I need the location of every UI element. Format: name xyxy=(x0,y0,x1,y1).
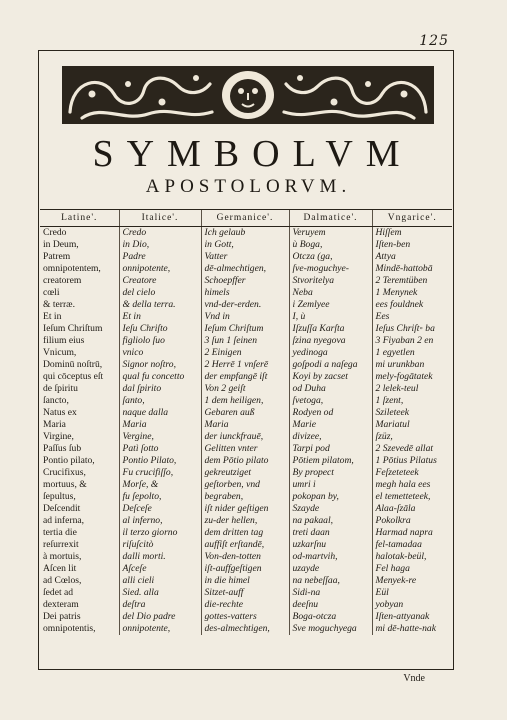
cell-latin: ad Cœlos, xyxy=(43,575,82,586)
cell-latin: Patrem xyxy=(43,251,71,262)
cell-german: gottes-vatters xyxy=(201,611,289,623)
mask-face-icon xyxy=(222,71,274,119)
cell-hungarian: 2 Teremtüben xyxy=(372,275,452,287)
cell-hungarian: Szileteek xyxy=(372,407,452,419)
cell-italian: il terzo giorno xyxy=(119,527,201,539)
cell-italian: Padre xyxy=(119,251,201,263)
cell-dalmatian: Otcza (ga, xyxy=(289,251,372,263)
table-row xyxy=(40,467,452,479)
cell-italian: dalli morti. xyxy=(119,551,201,563)
cell-german: gekreutziget xyxy=(201,467,289,479)
table-row xyxy=(40,443,452,455)
cell-hungarian: yobyan xyxy=(372,599,452,611)
table-row xyxy=(40,491,452,503)
cell-latin: Virgine, xyxy=(43,431,74,442)
cell-italian: Fu crucifiſſo, xyxy=(119,467,201,479)
table-row xyxy=(40,407,452,419)
table-row xyxy=(40,359,452,371)
cell-dalmatian: Marie xyxy=(289,419,372,431)
cell-hungarian: Attya xyxy=(372,251,452,263)
cell-german: iſt-auffgeſtigen xyxy=(201,563,289,575)
cell-italian: Creatore xyxy=(119,275,201,287)
cell-german: 2 Herrē 1 vnſerē xyxy=(201,359,289,371)
cell-dalmatian: Sidi-na xyxy=(289,587,372,599)
ornamental-headpiece xyxy=(62,64,434,126)
cell-latin: Paſſus ſub xyxy=(43,443,82,454)
table-row xyxy=(40,623,452,635)
table-row xyxy=(40,239,452,251)
cell-german: Vnd in xyxy=(201,311,289,323)
cell-dalmatian: pokopan by, xyxy=(289,491,372,503)
cell-italian: Patì ſotto xyxy=(119,443,201,455)
cell-dalmatian: Pōtiem pilatom, xyxy=(289,455,372,467)
cell-dalmatian: od Duha xyxy=(289,383,372,395)
cell-italian: figliolo ſuo xyxy=(119,335,201,347)
cell-hungarian: Mindē-hattobā xyxy=(372,263,452,275)
cell-dalmatian: By propect xyxy=(289,467,372,479)
page-title: SYMBOLVM xyxy=(92,133,413,175)
cell-german: Gelitten vnter xyxy=(201,443,289,455)
table-row xyxy=(40,575,452,587)
cell-hungarian: halotak-beül, xyxy=(372,551,452,563)
cell-latin: & terræ. xyxy=(43,299,75,310)
cell-german: geſtorben, vnd xyxy=(201,479,289,491)
cell-italian: Credo xyxy=(119,227,201,240)
table-row xyxy=(40,611,452,623)
cell-latin: filium eius xyxy=(43,335,85,346)
table-row xyxy=(40,539,452,551)
cell-latin: Dominū noſtrū, xyxy=(43,359,103,370)
cell-german: in Gott, xyxy=(201,239,289,251)
cell-latin: Et in xyxy=(43,311,62,322)
cell-hungarian: 1 Pōtius Pilatus xyxy=(372,455,452,467)
cell-italian: del cielo xyxy=(119,287,201,299)
cell-german: auffiſt erſtandē, xyxy=(201,539,289,551)
cell-hungarian: Iſten-ben xyxy=(372,239,452,251)
cell-latin: ſedet ad xyxy=(43,587,74,598)
cell-hungarian: Pokolkra xyxy=(372,515,452,527)
catchword: Vnde xyxy=(403,673,425,684)
cell-dalmatian: ſve-moguchye- xyxy=(289,263,372,275)
cell-italian: del Dio padre xyxy=(119,611,201,623)
creed-table-body xyxy=(40,227,452,636)
cell-latin: dexteram xyxy=(43,599,79,610)
cell-italian: Morſe, & xyxy=(119,479,201,491)
cell-italian: vnico xyxy=(119,347,201,359)
cell-latin: Vnicum, xyxy=(43,347,77,358)
cell-german: 3 ſun 1 ſeinen xyxy=(201,335,289,347)
cell-hungarian: 2 Szevedē allat xyxy=(372,443,452,455)
cell-dalmatian: na pakaal, xyxy=(289,515,372,527)
cell-latin: Natus ex xyxy=(43,407,77,418)
table-row xyxy=(40,371,452,383)
cell-dalmatian: i Zemlyee xyxy=(289,299,372,311)
cell-german: Vatter xyxy=(201,251,289,263)
page-subtitle: APOSTOLORVM. xyxy=(145,176,352,197)
cell-german: iſt nider geſtigen xyxy=(201,503,289,515)
cell-hungarian: 2 lelek-teul xyxy=(372,383,452,395)
cell-latin: qui cōceptus eſt xyxy=(43,371,104,382)
table-row xyxy=(40,347,452,359)
table-row xyxy=(40,311,452,323)
table-row xyxy=(40,563,452,575)
cell-hungarian: mely-fogātatek xyxy=(372,371,452,383)
cell-dalmatian: Stvoritelya xyxy=(289,275,372,287)
table-row xyxy=(40,503,452,515)
cell-german: Sitzet-auff xyxy=(201,587,289,599)
cell-latin: Maria xyxy=(43,419,66,430)
cell-latin: cœli xyxy=(43,287,60,298)
cell-italian: al inferno, xyxy=(119,515,201,527)
cell-german: dem dritten tag xyxy=(201,527,289,539)
column-header-latin: Latine'. xyxy=(40,210,119,227)
cell-latin: Deſcendit xyxy=(43,503,81,514)
table-row xyxy=(40,251,452,263)
cell-dalmatian: divizee, xyxy=(289,431,372,443)
cell-hungarian: ees fouldnek xyxy=(372,299,452,311)
cell-dalmatian: Sve moguchyega xyxy=(289,623,372,635)
table-row xyxy=(40,287,452,299)
cell-german: der empfangē iſt xyxy=(201,371,289,383)
cell-dalmatian: uzkarſnu xyxy=(289,539,372,551)
cell-hungarian: Iſten-attyanak xyxy=(372,611,452,623)
cell-german: Schoepffer xyxy=(201,275,289,287)
cell-dalmatian: goſpodi a naſega xyxy=(289,359,372,371)
cell-german: Gebaren auß xyxy=(201,407,289,419)
table-row xyxy=(40,299,452,311)
table-row xyxy=(40,455,452,467)
table-row xyxy=(40,263,452,275)
cell-german: 2 Einigen xyxy=(201,347,289,359)
cell-dalmatian: umri i xyxy=(289,479,372,491)
cell-hungarian: Hiſſem xyxy=(372,227,452,240)
cell-italian: Et in xyxy=(119,311,201,323)
cell-latin: de ſpiritu xyxy=(43,383,78,394)
cell-hungarian: 1 egyetlen xyxy=(372,347,452,359)
cell-german: dē-almechtigen, xyxy=(201,263,289,275)
page-number: 125 xyxy=(419,33,449,49)
cell-dalmatian: I, ù xyxy=(289,311,372,323)
cell-german: himels xyxy=(201,287,289,299)
cell-dalmatian: Koyi by zacset xyxy=(289,371,372,383)
cell-italian: riſuſcitò xyxy=(119,539,201,551)
cell-italian: in Dio, xyxy=(119,239,201,251)
cell-hungarian: megh hala ees xyxy=(372,479,452,491)
cell-italian: dal ſpirito xyxy=(119,383,201,395)
cell-italian: naque dalla xyxy=(119,407,201,419)
cell-italian: Aſceſe xyxy=(119,563,201,575)
table-row xyxy=(40,227,452,240)
table-header-row xyxy=(40,210,452,227)
cell-hungarian: Fel haga xyxy=(372,563,452,575)
cell-dalmatian: na nebeſſaa, xyxy=(289,575,372,587)
column-header-hungarian: Vngarice'. xyxy=(372,210,452,227)
cell-latin: Credo xyxy=(43,227,67,238)
cell-italian: Maria xyxy=(119,419,201,431)
cell-latin: omnipotentis, xyxy=(43,623,96,634)
cell-dalmatian: ſvetoga, xyxy=(289,395,372,407)
cell-latin: creatorem xyxy=(43,275,82,286)
table-row xyxy=(40,395,452,407)
cell-hungarian: mi urunkban xyxy=(372,359,452,371)
table-row xyxy=(40,527,452,539)
cell-latin: omnipotentem, xyxy=(43,263,101,274)
cell-dalmatian: ſzina nyegova xyxy=(289,335,372,347)
creed-table xyxy=(40,209,452,635)
cell-german: Ich gelaub xyxy=(201,227,289,240)
table-row xyxy=(40,587,452,599)
table-row xyxy=(40,335,452,347)
table-row xyxy=(40,383,452,395)
cell-hungarian: Ieſus Chriſt◦ ba xyxy=(372,323,452,335)
table-row xyxy=(40,479,452,491)
cell-hungarian: 1 Menynek xyxy=(372,287,452,299)
cell-dalmatian: Boga-otcza xyxy=(289,611,372,623)
cell-italian: deſtra xyxy=(119,599,201,611)
table-row xyxy=(40,275,452,287)
cell-italian: onnipotente, xyxy=(119,623,201,635)
cell-german: in die himel xyxy=(201,575,289,587)
cell-hungarian: el temetteteek, xyxy=(372,491,452,503)
cell-dalmatian: yedinoga xyxy=(289,347,372,359)
table-row xyxy=(40,599,452,611)
table-row xyxy=(40,419,452,431)
cell-latin: Dei patris xyxy=(43,611,81,622)
cell-italian: Deſceſe xyxy=(119,503,201,515)
cell-hungarian: Alaa-ſzāla xyxy=(372,503,452,515)
cell-hungarian: 1 ſzent, xyxy=(372,395,452,407)
cell-italian: ſanto, xyxy=(119,395,201,407)
cell-german: des-almechtigen, xyxy=(201,623,289,635)
cell-german: vnd-der-erden. xyxy=(201,299,289,311)
cell-italian: Signor noſtro, xyxy=(119,359,201,371)
cell-german: dem Pōtio pilato xyxy=(201,455,289,467)
cell-latin: ſepultus, xyxy=(43,491,76,502)
cell-italian: Ieſu Chriſto xyxy=(119,323,201,335)
cell-latin: in Deum, xyxy=(43,239,79,250)
cell-dalmatian: Veruyem xyxy=(289,227,372,240)
cell-german: zu-der hellen, xyxy=(201,515,289,527)
cell-german: Ieſum Chriſtum xyxy=(201,323,289,335)
cell-latin: ad inferna, xyxy=(43,515,85,526)
cell-latin: mortuus, & xyxy=(43,479,87,490)
column-header-italian: Italice'. xyxy=(119,210,201,227)
cell-dalmatian: Iſzuſſa Karſta xyxy=(289,323,372,335)
cell-latin: Aſcen lit xyxy=(43,563,77,574)
table-row xyxy=(40,431,452,443)
cell-dalmatian: Rodyen od xyxy=(289,407,372,419)
cell-dalmatian: ù Boga, xyxy=(289,239,372,251)
cell-dalmatian: uzayde xyxy=(289,563,372,575)
cell-latin: à mortuis, xyxy=(43,551,82,562)
cell-hungarian: mi dē-hatte-nak xyxy=(372,623,452,635)
cell-hungarian: Menyek-re xyxy=(372,575,452,587)
cell-hungarian: Eül xyxy=(372,587,452,599)
cell-german: Von 2 geiſt xyxy=(201,383,289,395)
cell-latin: tertia die xyxy=(43,527,77,538)
cell-latin: Crucifixus, xyxy=(43,467,86,478)
cell-italian: Pontio Pilato, xyxy=(119,455,201,467)
column-header-german: Germanice'. xyxy=(201,210,289,227)
cell-dalmatian: Szayde xyxy=(289,503,372,515)
cell-hungarian: Feſzeteteek xyxy=(372,467,452,479)
cell-italian: alli cieli xyxy=(119,575,201,587)
cell-german: 1 dem heiligen, xyxy=(201,395,289,407)
cell-italian: Sied. alla xyxy=(119,587,201,599)
cell-hungarian: Mariatul xyxy=(372,419,452,431)
cell-italian: qual fu concetto xyxy=(119,371,201,383)
cell-latin: reſurrexit xyxy=(43,539,79,550)
cell-italian: fu ſepolto, xyxy=(119,491,201,503)
cell-latin: Pontio pilato, xyxy=(43,455,95,466)
cell-hungarian: Harmad napra xyxy=(372,527,452,539)
cell-dalmatian: Neba xyxy=(289,287,372,299)
table-row xyxy=(40,323,452,335)
table-row xyxy=(40,551,452,563)
cell-hungarian: Ees xyxy=(372,311,452,323)
cell-german: der iunckfrauē, xyxy=(201,431,289,443)
cell-latin: Ieſum Chriſtum xyxy=(43,323,103,334)
cell-italian: Vergine, xyxy=(119,431,201,443)
cell-german: Von-den-totten xyxy=(201,551,289,563)
cell-dalmatian: deeſnu xyxy=(289,599,372,611)
cell-italian: & della terra. xyxy=(119,299,201,311)
cell-hungarian: ſzüz, xyxy=(372,431,452,443)
cell-german: die-rechte xyxy=(201,599,289,611)
cell-dalmatian: od-martvih, xyxy=(289,551,372,563)
cell-german: Maria xyxy=(201,419,289,431)
cell-hungarian: 3 Fiyaban 2 en xyxy=(372,335,452,347)
table-row xyxy=(40,515,452,527)
column-header-dalmatian: Dalmatice'. xyxy=(289,210,372,227)
cell-german: begraben, xyxy=(201,491,289,503)
cell-italian: onnipotente, xyxy=(119,263,201,275)
cell-hungarian: fel-tamadaa xyxy=(372,539,452,551)
cell-latin: ſancto, xyxy=(43,395,69,406)
cell-dalmatian: Tarpi pod xyxy=(289,443,372,455)
cell-dalmatian: treti daan xyxy=(289,527,372,539)
